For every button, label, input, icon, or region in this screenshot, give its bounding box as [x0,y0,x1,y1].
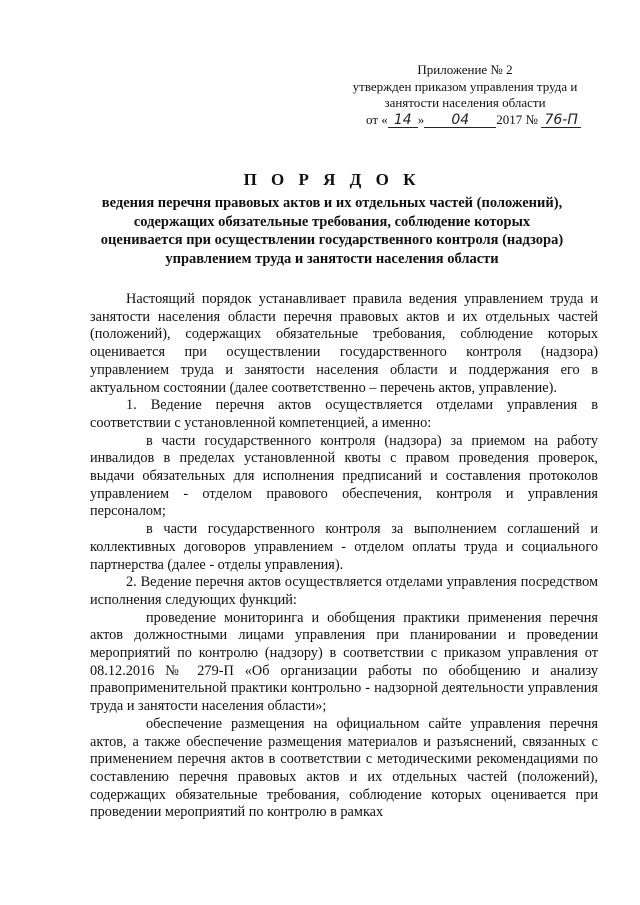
paragraph-sub-item: обеспечение размещения на официальном сайте управления перечня актов, а также обеспечение размещения материалов и разъяснений, связанных с применением перечня актов в соответствии с методическими рекомендациями по составлению перечня правовых актов и их отдельных частей (положений), содержащих обязательные требования, соблюдение которых оценивается при проведении мероприятий по контролю в рамках [90,715,598,821]
appendix-organization: занятости населения области [384,95,546,110]
appendix-date-line [330,112,600,129]
document-title [88,170,576,268]
title-line: содержащих обязательные требования, соблюдение которых [133,213,531,230]
date-day-field [388,113,418,128]
document-body [90,291,598,822]
appendix-header [330,62,600,128]
appendix-approved-by: утвержден приказом управления труда и [352,78,578,94]
order-number: 76-П [544,111,578,128]
title-line: управлением труда и занятости населения области [165,250,499,267]
paragraph-item-1: 1. Ведение перечня актов осуществляется отделами управления в соответствии с установленной компетенцией, а именно: [90,397,598,431]
paragraph-sub-item: в части государственного контроля (надзора) за приемом на работу инвалидов в пределах установленной квоты с правом проведения проверок, выдачи обязательных для исполнения предписаний и составления протоколов управлением - отделом правового обеспечения, контроля и управления персоналом; [90,432,598,520]
date-month: 04 [451,111,470,128]
number-sign: № [525,111,538,127]
date-mid: » [417,111,425,127]
date-prefix: от « [366,111,388,127]
title-line: оценивается при осуществлении государственного контроля (надзора) [100,232,564,248]
order-number-field [541,113,581,128]
appendix-number: Приложение № 2 [417,62,513,77]
date-day: 14 [393,111,412,128]
date-month-field [424,113,496,128]
paragraph-sub-item: в части государственного контроля за выполнением соглашений и коллективных договоров управлением - отделом оплаты труда и социального партнерства (далее - отделы управления). [90,521,598,573]
title-line: ведения перечня правовых актов и их отдельных частей (положений), [101,195,563,211]
paragraph-sub-item: проведение мониторинга и обобщения практики применения перечня актов должностными лицами управления при планировании и проведении мероприятий по контролю (надзору) в соответствии с приказом управления от 08.12.2016 № 279-П «Об организации работы по обобщению и анализу правоприменительной практики контрольно - надзорной деятельности управления труда и занятости населения области»; [90,609,598,715]
paragraph-item-2: 2. Ведение перечня актов осуществляется отделами управления посредством исполнения следующих функций: [90,574,598,608]
date-year: 2017 [496,111,523,127]
paragraph-intro: Настоящий порядок устанавливает правила ведения управлением труда и занятости населения области перечня правовых актов и их отдельных частей (положений), содержащих обязательные требования, соблюдение которых оценивается при осуществлении государственного контроля (надзора) управлением труда и занятости населения области и поддержания его в актуальном состоянии (далее соответственно – перечень актов, управление). [90,291,598,396]
title-heading: П О Р Я Д О К [243,170,421,189]
